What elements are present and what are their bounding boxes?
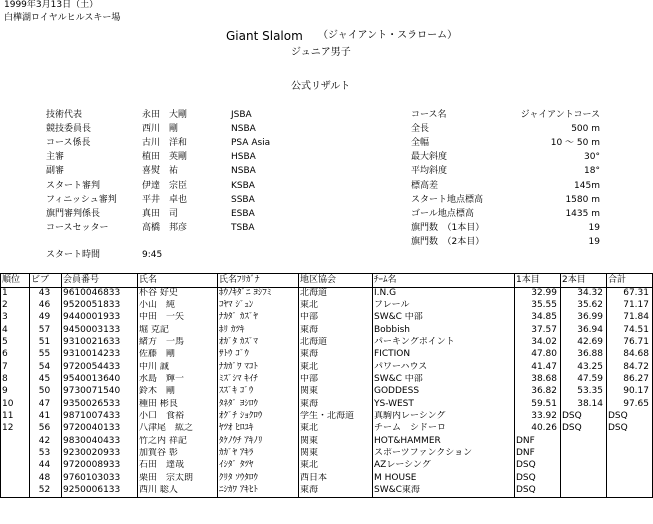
table-cell: 47.59 — [577, 373, 603, 384]
table-cell: 小山 純 — [139, 299, 176, 310]
event-title-jp: （ジャイアント・スラローム） — [318, 30, 458, 41]
table-cell: 真駒内レーシング — [374, 411, 446, 421]
table-cell: 47.80 — [531, 349, 557, 360]
table-cell: 9871007433 — [63, 411, 121, 421]
table-cell: チーム シドーロ — [374, 423, 447, 434]
table-cell: 97.65 — [623, 398, 649, 409]
table-cell: 7 — [2, 361, 8, 372]
category: ジュニア男子 — [291, 47, 351, 58]
event-date: 1999年3月13日（土） — [4, 0, 99, 10]
official-name: 喜熨 祐 — [142, 166, 179, 177]
table-header-cell: 氏名ﾌﾘｶﾞﾅ — [219, 275, 260, 285]
event-title: Giant Slalom — [226, 29, 303, 43]
table-cell: M HOUSE — [374, 472, 417, 483]
table-cell: 9720008933 — [63, 460, 121, 471]
course-label: スタート地点標高 — [411, 194, 484, 205]
table-cell: Bobbish — [374, 324, 410, 335]
table-cell: 東北 — [300, 460, 319, 471]
table-cell: 堀 克記 — [139, 324, 169, 335]
table-header-cell: 順位 — [2, 275, 21, 285]
table-cell: 石田 達哉 — [139, 460, 185, 471]
table-cell: フレール — [374, 299, 410, 310]
official-role: 競技委員長 — [46, 124, 92, 135]
official-name: 真田 司 — [142, 208, 179, 219]
table-cell: AZレーシング — [374, 460, 431, 471]
course-value: 30° — [584, 152, 600, 163]
table-cell: 57 — [38, 324, 51, 335]
table-cell: 6 — [2, 349, 8, 360]
table-cell: 竹之内 祥記 — [139, 435, 187, 446]
table-cell: DSQ — [516, 485, 536, 496]
table-cell: 34.85 — [531, 312, 557, 323]
table-cell: 東海 — [300, 485, 319, 496]
start-time-label: スタート時間 — [46, 250, 101, 260]
table-cell: ﾀｹﾉｳﾁ ｱｷﾉﾘ — [219, 435, 263, 446]
course-value: 145m — [574, 180, 600, 191]
table-cell: 46 — [38, 299, 51, 310]
course-value: 10 ～ 50 m — [550, 138, 600, 149]
table-cell: 小口 食裕 — [139, 411, 185, 421]
official-name: 伊達 宗臣 — [142, 180, 188, 191]
official-org: HSBA — [231, 152, 256, 163]
table-cell: 52 — [38, 485, 51, 496]
table-cell: 鈴木 剛 — [139, 386, 176, 397]
table-cell: 9610046833 — [63, 287, 121, 298]
table-cell: SW&C東海 — [374, 485, 420, 496]
official-org: KSBA — [231, 180, 255, 191]
table-cell: 33.92 — [531, 411, 557, 421]
table-cell: YS-WEST — [374, 398, 414, 409]
table-cell: 加賀谷 彰 — [139, 448, 178, 459]
official-org: PSA Asia — [231, 138, 271, 149]
official-name: 高橋 邦彦 — [142, 222, 188, 233]
table-cell: 9540013640 — [63, 373, 121, 384]
official-name: 平井 卓也 — [142, 194, 188, 205]
official-role: コースセッター — [46, 222, 109, 233]
official-org: JSBA — [231, 110, 252, 120]
table-header-cell: 合計 — [608, 275, 627, 285]
table-cell: 栗田 宗太朗 — [139, 472, 194, 483]
table-cell: ｵｶﾞﾀ ｶｽﾞﾏ — [219, 336, 258, 347]
table-cell: ｲｼﾀﾞ ﾀﾂﾔ — [219, 460, 254, 471]
table-cell: 12 — [2, 423, 14, 434]
table-cell: ﾀﾈﾀﾞ ﾖｼﾛｳ — [219, 398, 258, 409]
official-role: 技術代表 — [46, 110, 83, 120]
official-org: ESBA — [231, 208, 255, 219]
table-cell: 8 — [2, 373, 8, 384]
table-cell: DNF — [516, 448, 535, 459]
table-cell: パーキングポイント — [374, 336, 455, 347]
table-cell: 3 — [2, 312, 8, 323]
table-cell: 71.84 — [623, 312, 649, 323]
table-cell: 53 — [38, 448, 51, 459]
table-cell: DSQ — [608, 423, 628, 434]
table-column-divider — [29, 273, 30, 498]
table-cell: 東海 — [300, 349, 319, 360]
table-cell: FICTION — [374, 349, 411, 360]
table-cell: SW&C 中部 — [374, 373, 423, 384]
table-top-border — [0, 273, 653, 274]
table-cell: 9730071540 — [63, 386, 121, 397]
table-cell: ｵｸﾞﾁ ｼｮｸﾛｳ — [219, 411, 263, 421]
table-cell: 59.51 — [531, 398, 557, 409]
table-cell: 東北 — [300, 361, 319, 372]
table-cell: 36.82 — [531, 386, 557, 397]
table-cell: ｶｶﾞﾔ ｱｷﾗ — [219, 448, 254, 459]
course-label: 最大斜度 — [411, 152, 448, 163]
table-cell: I.N.G — [374, 287, 397, 298]
table-cell: 緒方 一馬 — [139, 336, 185, 347]
table-cell: 9720054433 — [63, 361, 121, 372]
table-cell: 34.32 — [577, 287, 603, 298]
table-cell: 67.31 — [623, 287, 649, 298]
table-cell: 9250006133 — [63, 485, 121, 496]
table-cell: 学生・北海道 — [300, 411, 355, 421]
table-cell: ﾎﾘ ｶﾂｷ — [219, 324, 245, 335]
table-cell: パワーハウス — [374, 361, 428, 372]
course-label: 標高差 — [411, 180, 439, 191]
table-cell: 40.26 — [531, 423, 557, 434]
table-cell: 八津尾 紘之 — [139, 423, 194, 434]
table-cell: 35.55 — [531, 299, 557, 310]
table-cell: 47 — [38, 398, 51, 409]
table-header-cell: ビブ — [31, 275, 50, 285]
table-cell: 43.25 — [577, 361, 603, 372]
table-cell: 53.35 — [577, 386, 603, 397]
table-cell: 43 — [38, 287, 51, 298]
table-cell: 中部 — [300, 312, 319, 323]
table-cell: 54 — [38, 361, 51, 372]
result-type: 公式リザルト — [291, 81, 351, 92]
table-cell: DSQ — [516, 472, 536, 483]
official-role: フィニッシュ審判 — [46, 194, 117, 205]
table-cell: 9520051833 — [63, 299, 121, 310]
table-cell: 9830040433 — [63, 435, 121, 446]
table-cell: 水島 輝一 — [139, 373, 185, 384]
table-cell: DSQ — [608, 411, 628, 421]
table-cell: 4 — [2, 324, 8, 335]
table-cell: 34.02 — [531, 336, 557, 347]
table-cell: 9350026533 — [63, 398, 121, 409]
table-cell: 東海 — [300, 398, 319, 409]
table-cell: GODDESS — [374, 386, 420, 397]
table-cell: 5 — [2, 336, 8, 347]
table-column-divider — [372, 273, 373, 498]
table-cell: 9450003133 — [63, 324, 121, 335]
table-cell: 11 — [2, 411, 14, 421]
table-column-divider — [606, 273, 607, 498]
table-cell: 49 — [38, 312, 51, 323]
official-role: スタート審判 — [46, 180, 101, 191]
table-cell: ﾐｽﾞｼﾏ ｷｲﾁ — [219, 373, 258, 384]
table-column-divider — [514, 273, 515, 498]
table-cell: 71.17 — [623, 299, 649, 310]
table-column-divider — [0, 273, 1, 498]
table-cell: 東北 — [300, 299, 319, 310]
course-label: 旗門数 （1本目） — [411, 222, 485, 233]
table-cell: ｻﾄｳ ｺﾞｳ — [219, 349, 249, 360]
course-label: 全長 — [411, 124, 430, 135]
table-cell: 西日本 — [300, 472, 328, 483]
table-cell: ﾅｶｶﾞﾜ ﾏｺﾄ — [219, 361, 258, 372]
table-cell: 74.51 — [623, 324, 649, 335]
table-cell: 佐藤 剛 — [139, 349, 176, 360]
table-cell: ｺﾔﾏ ｼﾞｭﾝ — [219, 299, 254, 310]
table-cell: 44 — [38, 460, 51, 471]
table-cell: 56 — [38, 423, 51, 434]
course-value: 19 — [588, 222, 600, 233]
table-cell: 東北 — [300, 423, 319, 434]
table-header-cell: 2本目 — [562, 275, 586, 285]
official-role: 旗門審判係長 — [46, 208, 101, 219]
table-cell: 41.47 — [531, 361, 557, 372]
table-cell: 42 — [38, 435, 51, 446]
course-label: ゴール地点標高 — [411, 208, 474, 219]
table-cell: 10 — [2, 398, 14, 409]
table-cell: 北海道 — [300, 287, 328, 298]
official-role: 副審 — [46, 166, 65, 177]
table-cell: ﾔﾂｵ ﾋﾛﾕｷ — [219, 423, 254, 434]
table-cell: 関東 — [300, 386, 319, 397]
venue: 白樺湖ロイヤルヒルスキー場 — [4, 13, 121, 23]
table-cell: 84.68 — [623, 349, 649, 360]
table-cell: ﾎｳﾉｷﾀﾞﾆ ﾖｼﾌﾐ — [219, 287, 272, 298]
table-cell: 北海道 — [300, 336, 328, 347]
start-time-value: 9:45 — [142, 250, 163, 260]
course-value: 18° — [584, 166, 600, 177]
table-cell: 9440001933 — [63, 312, 121, 323]
table-cell: 9310021633 — [63, 336, 121, 347]
table-header-cell: 会員番号 — [63, 275, 100, 285]
table-cell: 45 — [38, 373, 51, 384]
table-cell: 9230020933 — [63, 448, 121, 459]
official-name: 古川 洋和 — [142, 138, 188, 149]
course-value: 19 — [588, 236, 600, 247]
official-role: 主審 — [46, 152, 65, 163]
official-org: NSBA — [231, 166, 256, 177]
table-cell: 38.14 — [577, 398, 603, 409]
table-cell: 37.57 — [531, 324, 557, 335]
official-org: NSBA — [231, 124, 256, 135]
course-value: ジャイアントコース — [520, 110, 600, 120]
table-cell: DSQ — [562, 411, 582, 421]
course-value: 1580 m — [565, 194, 600, 205]
table-cell: 朴谷 好史 — [139, 287, 178, 298]
table-cell: 38.68 — [531, 373, 557, 384]
table-cell: 関東 — [300, 435, 319, 446]
table-cell: 86.27 — [623, 373, 649, 384]
table-cell: 関東 — [300, 448, 319, 459]
table-cell: 9 — [2, 386, 8, 397]
table-cell: 32.99 — [531, 287, 557, 298]
table-cell: 36.99 — [577, 312, 603, 323]
official-role: コース係長 — [46, 138, 91, 149]
table-cell: 中川 誠 — [139, 361, 169, 372]
table-header-cell: ﾁｰﾑ名 — [374, 275, 397, 285]
table-cell: DSQ — [516, 460, 536, 471]
table-column-divider — [61, 273, 62, 498]
table-column-divider — [560, 273, 561, 498]
table-cell: 西川 聡人 — [139, 485, 178, 496]
course-value: 500 m — [571, 124, 600, 135]
table-cell: 76.71 — [623, 336, 649, 347]
table-cell: 東海 — [300, 324, 319, 335]
official-name: 西川 剛 — [142, 124, 179, 135]
table-column-divider — [137, 273, 138, 498]
table-cell: 35.62 — [577, 299, 603, 310]
table-cell: 9310014233 — [63, 349, 121, 360]
table-cell: SW&C 中部 — [374, 312, 423, 323]
table-cell: ﾅｶﾀﾞ ｶｽﾞﾔ — [219, 312, 258, 323]
table-cell: HOT&HAMMER — [374, 435, 441, 446]
course-label: 平均斜度 — [411, 166, 448, 177]
table-cell: 中田 一矢 — [139, 312, 185, 323]
table-cell: ﾆｼｶﾜ ｱｷﾋﾄ — [219, 485, 258, 496]
course-label: 旗門数 （2本目） — [411, 236, 485, 247]
table-cell: 2 — [2, 299, 8, 310]
table-header-cell: 1本目 — [516, 275, 540, 285]
table-bottom-border — [0, 497, 653, 498]
table-cell: 90.17 — [623, 386, 649, 397]
table-cell: スポーツファンクション — [374, 448, 473, 459]
table-cell: 42.69 — [577, 336, 603, 347]
table-header-cell: 氏名 — [139, 275, 158, 285]
course-label: 全幅 — [411, 138, 430, 149]
table-cell: 55 — [38, 349, 51, 360]
table-column-divider — [217, 273, 218, 498]
official-name: 植田 英剛 — [142, 152, 188, 163]
table-cell: 36.88 — [577, 349, 603, 360]
table-column-divider — [298, 273, 299, 498]
course-label: コース名 — [411, 110, 447, 120]
table-cell: 種田 彬良 — [139, 398, 178, 409]
official-org: SSBA — [231, 194, 255, 205]
table-cell: 9760103033 — [63, 472, 121, 483]
table-cell: 51 — [38, 336, 51, 347]
table-cell: 36.94 — [577, 324, 603, 335]
table-cell: ｸﾘﾀ ｿｳﾀﾛｳ — [219, 472, 258, 483]
table-cell: 41 — [38, 411, 51, 421]
table-cell: 50 — [38, 386, 51, 397]
table-header-cell: 地区協会 — [300, 275, 337, 285]
course-value: 1435 m — [565, 208, 600, 219]
table-cell: DSQ — [562, 423, 582, 434]
table-cell: ｽｽﾞｷ ｺﾞｳ — [219, 386, 254, 397]
table-cell: DNF — [516, 435, 535, 446]
table-cell: 9720040133 — [63, 423, 121, 434]
table-cell: 48 — [38, 472, 51, 483]
table-cell: 84.72 — [623, 361, 649, 372]
official-name: 永田 大剛 — [142, 110, 188, 120]
official-org: TSBA — [231, 222, 255, 233]
table-cell: 中部 — [300, 373, 319, 384]
table-cell: 1 — [2, 287, 8, 298]
